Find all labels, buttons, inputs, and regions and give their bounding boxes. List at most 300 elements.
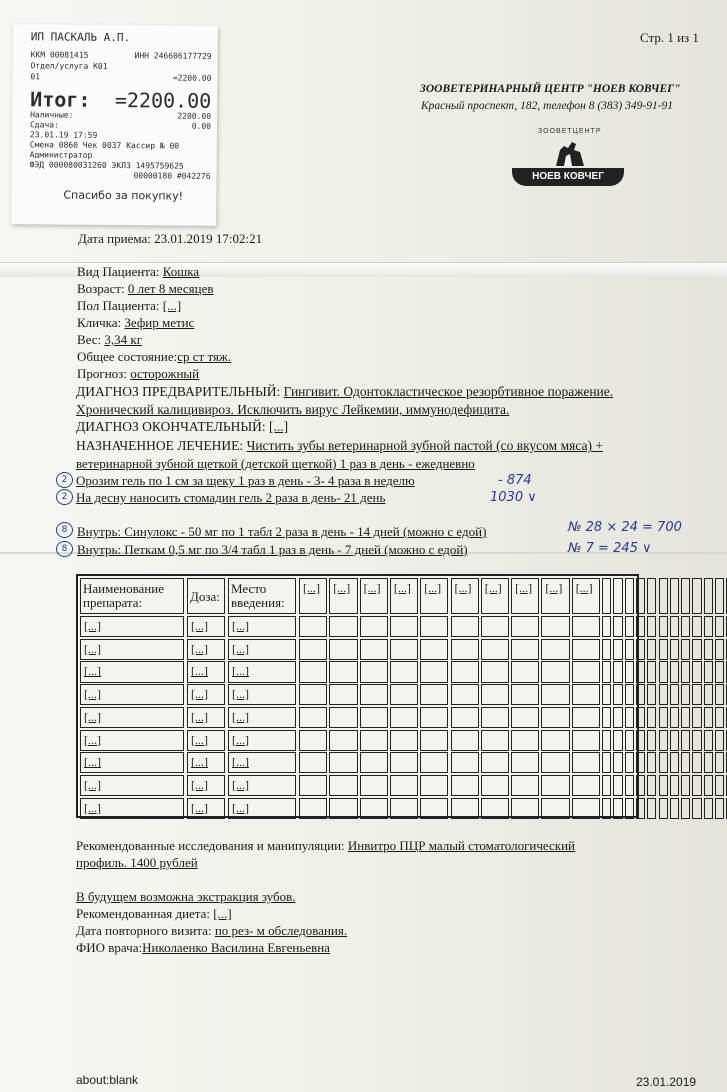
row-date-cell bbox=[329, 661, 357, 682]
row-name-cell bbox=[80, 684, 184, 705]
receipt-store: ИП ПАСКАЛЬ А.П. bbox=[30, 30, 131, 45]
row-narrow-cell bbox=[602, 684, 611, 705]
row-date-cell bbox=[420, 661, 448, 682]
patient-name-value: Зефир метис bbox=[124, 315, 195, 330]
row-dose-cell bbox=[187, 730, 225, 751]
row-date-cell bbox=[420, 798, 448, 819]
row-date-cell bbox=[511, 730, 539, 751]
header-name: Наименование препарата: bbox=[83, 581, 164, 610]
row-date-cell bbox=[451, 707, 479, 728]
row-name-cell bbox=[80, 752, 184, 773]
row-narrow-cell bbox=[613, 730, 622, 751]
row-narrow-cell bbox=[692, 730, 701, 751]
row-name-placeholder: [...] bbox=[84, 664, 101, 679]
row-narrow-cell bbox=[613, 752, 622, 773]
row-narrow-cell bbox=[692, 775, 701, 796]
header-narrow-cell bbox=[692, 578, 701, 614]
row-narrow-cell bbox=[681, 752, 690, 773]
row-name-placeholder: [...] bbox=[84, 755, 101, 770]
header-date-placeholder: [...] bbox=[454, 581, 472, 595]
row-date-cell bbox=[420, 775, 448, 796]
row-route-cell bbox=[228, 661, 296, 682]
header-date-placeholder: [...] bbox=[424, 581, 442, 595]
row-narrow-cell bbox=[704, 661, 713, 682]
row-narrow-cell bbox=[704, 616, 713, 637]
row-narrow-cell bbox=[636, 616, 645, 637]
row-date-cell bbox=[572, 752, 600, 773]
row-date-cell bbox=[511, 661, 539, 682]
row-narrow-cell bbox=[681, 661, 690, 682]
row-dose-placeholder: [...] bbox=[191, 800, 208, 815]
row-narrow-cell bbox=[602, 752, 611, 773]
row-name-placeholder: [...] bbox=[84, 800, 101, 815]
handwritten-circle-mark: 2 bbox=[56, 489, 73, 505]
doctor-label: ФИО врача: bbox=[76, 940, 143, 955]
patient-weight-row bbox=[77, 332, 142, 348]
recommendations-value-1: Инвитро ПЦР малый стоматологический bbox=[347, 838, 575, 853]
row-name-cell bbox=[80, 798, 184, 819]
handwritten-circle-mark: 2 bbox=[56, 472, 73, 488]
row-dose-cell bbox=[187, 775, 225, 796]
row-date-cell bbox=[390, 684, 418, 705]
row-narrow-cell bbox=[613, 639, 622, 660]
receipt-total-value: =2200.00 bbox=[114, 88, 212, 113]
row-dose-cell bbox=[187, 707, 225, 728]
row-narrow-cell bbox=[704, 684, 713, 705]
treatment-line-6: Внутрь: Петкам 0,5 мг по 3/4 табл 1 раз в день - 7 дней (можно с едой) bbox=[77, 542, 468, 557]
patient-name-row bbox=[77, 315, 194, 331]
row-narrow-cell bbox=[659, 707, 668, 728]
header-date-cell bbox=[511, 578, 539, 614]
row-date-cell bbox=[481, 639, 509, 660]
receipt-thanks: Спасибо за покупку! bbox=[63, 188, 184, 203]
header-date-placeholder: [...] bbox=[515, 581, 533, 595]
clinic-logo bbox=[512, 128, 624, 190]
row-narrow-cell bbox=[647, 639, 656, 660]
row-narrow-cell bbox=[659, 730, 668, 751]
row-date-cell bbox=[541, 752, 569, 773]
row-narrow-cell bbox=[602, 798, 611, 819]
row-date-cell bbox=[541, 639, 569, 660]
row-narrow-cell bbox=[715, 661, 724, 682]
patient-prognosis-label: Прогноз: bbox=[77, 366, 127, 381]
row-date-cell bbox=[541, 684, 569, 705]
handwritten-price-4: № 7 = 245 ∨ bbox=[568, 541, 652, 556]
row-narrow-cell bbox=[602, 639, 611, 660]
row-date-cell bbox=[541, 707, 569, 728]
row-dose-placeholder: [...] bbox=[191, 777, 208, 792]
treatment-line-1: Чистить зубы ветеринарной зубной пастой (со вкусом мяса) + bbox=[246, 438, 603, 453]
header-route: Место введения: bbox=[231, 581, 285, 610]
row-route-placeholder: [...] bbox=[232, 687, 249, 702]
patient-weight-value: 3,34 кг bbox=[104, 332, 143, 347]
header-narrow-cell bbox=[704, 578, 713, 614]
row-date-cell bbox=[481, 775, 509, 796]
row-date-cell bbox=[481, 752, 509, 773]
row-narrow-cell bbox=[670, 639, 679, 660]
header-date-placeholder: [...] bbox=[575, 581, 593, 595]
row-date-cell bbox=[451, 639, 479, 660]
row-name-placeholder: [...] bbox=[84, 732, 101, 747]
row-narrow-cell bbox=[625, 684, 634, 705]
row-date-cell bbox=[299, 707, 327, 728]
row-date-cell bbox=[420, 752, 448, 773]
doctor-row bbox=[76, 940, 330, 956]
row-date-cell bbox=[541, 730, 569, 751]
row-narrow-cell bbox=[670, 752, 679, 773]
row-date-cell bbox=[511, 775, 539, 796]
receipt-change-label: Сдача: bbox=[29, 120, 59, 130]
row-narrow-cell bbox=[602, 707, 611, 728]
recommendations-label: Рекомендованные исследования и манипуляции: bbox=[76, 838, 345, 853]
diagnosis-final-label: ДИАГНОЗ ОКОНЧАТЕЛЬНЫЙ: bbox=[76, 419, 266, 434]
header-date-cell bbox=[451, 578, 479, 614]
logo-banner: НОЕВ КОВЧЕГ bbox=[512, 168, 624, 186]
row-narrow-cell bbox=[602, 730, 611, 751]
patient-age-label: Возраст: bbox=[77, 281, 125, 296]
row-name-placeholder: [...] bbox=[84, 687, 101, 702]
row-narrow-cell bbox=[613, 684, 622, 705]
row-date-cell bbox=[390, 616, 418, 637]
row-narrow-cell bbox=[636, 752, 645, 773]
row-date-cell bbox=[572, 707, 600, 728]
row-date-cell bbox=[481, 684, 509, 705]
row-date-cell bbox=[329, 730, 357, 751]
row-date-cell bbox=[360, 775, 388, 796]
receipt-kpk: 00000180 #042276 bbox=[133, 171, 211, 181]
row-narrow-cell bbox=[636, 730, 645, 751]
row-date-cell bbox=[511, 707, 539, 728]
diagnosis-prelim-value-1: Гингивит. Одонтокластическое резорбтивное поражение. bbox=[283, 384, 614, 399]
row-route-cell bbox=[228, 775, 296, 796]
header-narrow-cell bbox=[647, 578, 656, 614]
receipt-item-code: 01 bbox=[30, 72, 41, 82]
patient-condition-row bbox=[77, 349, 231, 365]
row-narrow-cell bbox=[670, 730, 679, 751]
row-narrow-cell bbox=[670, 616, 679, 637]
visit-date-value: 23.01.2019 17:02:21 bbox=[154, 231, 263, 246]
page-number: Стр. 1 из 1 bbox=[640, 30, 699, 45]
treatment-line-4: На десну наносить стомадин гель 2 раза в день- 21 день bbox=[76, 490, 386, 505]
header-date-cell bbox=[541, 578, 569, 614]
row-narrow-cell bbox=[692, 798, 701, 819]
row-narrow-cell bbox=[659, 639, 668, 660]
row-narrow-cell bbox=[613, 616, 622, 637]
row-narrow-cell bbox=[670, 775, 679, 796]
row-date-cell bbox=[572, 684, 600, 705]
row-date-cell bbox=[299, 639, 327, 660]
row-date-cell bbox=[572, 639, 600, 660]
row-date-cell bbox=[451, 775, 479, 796]
row-narrow-cell bbox=[625, 707, 634, 728]
row-narrow-cell bbox=[704, 639, 713, 660]
row-narrow-cell bbox=[670, 707, 679, 728]
header-date-placeholder: [...] bbox=[363, 581, 381, 595]
row-narrow-cell bbox=[647, 616, 656, 637]
row-narrow-cell bbox=[625, 775, 634, 796]
row-narrow-cell bbox=[692, 707, 701, 728]
row-name-cell bbox=[80, 775, 184, 796]
row-narrow-cell bbox=[715, 775, 724, 796]
header-date-cell bbox=[481, 578, 509, 614]
row-date-cell bbox=[481, 730, 509, 751]
row-narrow-cell bbox=[670, 798, 679, 819]
handwritten-price-1: - 874 bbox=[498, 473, 532, 488]
row-narrow-cell bbox=[602, 661, 611, 682]
row-date-cell bbox=[420, 684, 448, 705]
row-date-cell bbox=[420, 707, 448, 728]
receipt-cash-label: Наличные: bbox=[30, 110, 74, 120]
patient-condition-value: ср ст тяж. bbox=[177, 349, 232, 364]
header-narrow-cell bbox=[659, 578, 668, 614]
header-narrow-cell bbox=[670, 578, 679, 614]
header-date-cell bbox=[360, 578, 388, 614]
row-date-cell bbox=[360, 730, 388, 751]
row-date-cell bbox=[541, 661, 569, 682]
header-date-placeholder: [...] bbox=[484, 581, 502, 595]
header-date-placeholder: [...] bbox=[393, 581, 411, 595]
patient-type-row bbox=[77, 264, 199, 280]
row-route-placeholder: [...] bbox=[232, 755, 249, 770]
treatment-line-2: ветеринарной зубной щеткой (детской щеткой) 1 раз в день - ежедневно bbox=[76, 456, 475, 471]
recommendations-row bbox=[76, 838, 575, 854]
row-date-cell bbox=[390, 661, 418, 682]
row-date-cell bbox=[329, 775, 357, 796]
row-narrow-cell bbox=[647, 707, 656, 728]
patient-type-label: Вид Пациента: bbox=[77, 264, 160, 279]
patient-age-row bbox=[77, 281, 214, 297]
row-date-cell bbox=[511, 639, 539, 660]
header-narrow-cell bbox=[625, 578, 634, 614]
visit-date-row bbox=[78, 231, 262, 247]
row-date-cell bbox=[420, 730, 448, 751]
patient-sex-value: [...] bbox=[162, 298, 182, 313]
row-narrow-cell bbox=[636, 639, 645, 660]
row-route-cell bbox=[228, 707, 296, 728]
row-name-cell bbox=[80, 661, 184, 682]
header-dose-cell bbox=[187, 578, 225, 614]
row-date-cell bbox=[299, 775, 327, 796]
patient-prognosis-row bbox=[77, 366, 199, 382]
row-dose-cell bbox=[187, 639, 225, 660]
handwritten-circle-mark: 8 bbox=[56, 522, 73, 538]
row-route-placeholder: [...] bbox=[232, 641, 249, 656]
header-date-cell bbox=[329, 578, 357, 614]
header-narrow-cell bbox=[602, 578, 611, 614]
row-date-cell bbox=[390, 752, 418, 773]
diet-value: [...] bbox=[213, 906, 232, 921]
row-narrow-cell bbox=[659, 798, 668, 819]
receipt-shift: Смена 0860 Чек 0037 Кассир № 00 bbox=[29, 140, 180, 151]
header-date-placeholder: [...] bbox=[303, 581, 320, 595]
row-narrow-cell bbox=[659, 616, 668, 637]
receipt-department: Отдел/услуга К01 bbox=[30, 61, 108, 71]
row-name-placeholder: [...] bbox=[84, 641, 101, 656]
row-dose-placeholder: [...] bbox=[191, 732, 208, 747]
row-dose-placeholder: [...] bbox=[191, 687, 208, 702]
row-narrow-cell bbox=[647, 752, 656, 773]
row-narrow-cell bbox=[715, 798, 724, 819]
row-date-cell bbox=[390, 730, 418, 751]
row-date-cell bbox=[451, 684, 479, 705]
receipt-role: Администратор bbox=[29, 150, 93, 160]
row-date-cell bbox=[390, 798, 418, 819]
row-narrow-cell bbox=[625, 639, 634, 660]
diet-row bbox=[76, 906, 232, 922]
row-date-cell bbox=[360, 661, 388, 682]
row-narrow-cell bbox=[613, 798, 622, 819]
diagnosis-prelim-value-2: Хронический калицивироз. Исключить вирус Лейкемии, иммунодефицита. bbox=[76, 402, 510, 417]
row-date-cell bbox=[451, 661, 479, 682]
row-date-cell bbox=[511, 798, 539, 819]
diagnosis-final-value: [...] bbox=[269, 419, 289, 434]
row-name-cell bbox=[80, 616, 184, 637]
row-narrow-cell bbox=[681, 684, 690, 705]
row-dose-placeholder: [...] bbox=[191, 709, 208, 724]
row-date-cell bbox=[511, 684, 539, 705]
receipt-item-sum: =2200.00 bbox=[172, 73, 212, 83]
row-date-cell bbox=[329, 752, 357, 773]
patient-condition-label: Общее состояние: bbox=[77, 349, 178, 364]
row-narrow-cell bbox=[625, 616, 634, 637]
row-narrow-cell bbox=[636, 684, 645, 705]
visit-date-label: Дата приема: bbox=[78, 231, 151, 246]
header-date-cell bbox=[390, 578, 418, 614]
row-date-cell bbox=[329, 707, 357, 728]
revisit-value: по рез- м обследования. bbox=[214, 923, 348, 938]
row-name-cell bbox=[80, 707, 184, 728]
row-narrow-cell bbox=[715, 730, 724, 751]
header-narrow-cell bbox=[681, 578, 690, 614]
row-narrow-cell bbox=[704, 730, 713, 751]
row-narrow-cell bbox=[613, 707, 622, 728]
row-narrow-cell bbox=[647, 775, 656, 796]
row-dose-cell bbox=[187, 798, 225, 819]
row-narrow-cell bbox=[647, 661, 656, 682]
row-narrow-cell bbox=[692, 616, 701, 637]
patient-type-value: Кошка bbox=[162, 264, 200, 279]
row-route-cell bbox=[228, 639, 296, 660]
row-narrow-cell bbox=[692, 639, 701, 660]
row-route-cell bbox=[228, 798, 296, 819]
row-date-cell bbox=[541, 616, 569, 637]
row-narrow-cell bbox=[681, 616, 690, 637]
row-narrow-cell bbox=[704, 775, 713, 796]
row-narrow-cell bbox=[636, 775, 645, 796]
row-date-cell bbox=[572, 616, 600, 637]
row-narrow-cell bbox=[692, 684, 701, 705]
patient-sex-label: Пол Пациента: bbox=[77, 298, 160, 313]
row-narrow-cell bbox=[636, 661, 645, 682]
row-date-cell bbox=[481, 798, 509, 819]
row-date-cell bbox=[451, 752, 479, 773]
row-date-cell bbox=[299, 684, 327, 705]
row-narrow-cell bbox=[715, 616, 724, 637]
row-date-cell bbox=[390, 775, 418, 796]
row-narrow-cell bbox=[636, 798, 645, 819]
row-narrow-cell bbox=[659, 661, 668, 682]
row-date-cell bbox=[451, 798, 479, 819]
clinic-address: Красный проспект, 182, телефон 8 (383) 349-91-91 bbox=[421, 100, 674, 112]
row-narrow-cell bbox=[670, 684, 679, 705]
row-name-placeholder: [...] bbox=[84, 709, 101, 724]
row-dose-cell bbox=[187, 752, 225, 773]
row-narrow-cell bbox=[704, 798, 713, 819]
doctor-value: Николаенко Василина Евгеньевна bbox=[142, 940, 330, 955]
row-date-cell bbox=[451, 730, 479, 751]
row-route-placeholder: [...] bbox=[232, 664, 249, 679]
row-route-cell bbox=[228, 730, 296, 751]
row-date-cell bbox=[329, 684, 357, 705]
row-narrow-cell bbox=[659, 752, 668, 773]
row-narrow-cell bbox=[625, 661, 634, 682]
row-narrow-cell bbox=[715, 707, 724, 728]
diet-label: Рекомендованная диета: bbox=[76, 906, 211, 921]
row-date-cell bbox=[360, 707, 388, 728]
medication-table bbox=[76, 574, 639, 818]
row-date-cell bbox=[329, 616, 357, 637]
row-date-cell bbox=[541, 775, 569, 796]
row-narrow-cell bbox=[625, 730, 634, 751]
receipt-kkm: ККМ 00081415 bbox=[30, 50, 89, 60]
revisit-label: Дата повторного визита: bbox=[76, 923, 212, 938]
row-date-cell bbox=[329, 798, 357, 819]
row-narrow-cell bbox=[625, 752, 634, 773]
treatment-line-5: Внутрь: Синулокс - 50 мг по 1 табл 2 раза в день - 14 дней (можно с едой) bbox=[77, 524, 487, 539]
row-date-cell bbox=[451, 616, 479, 637]
row-narrow-cell bbox=[613, 775, 622, 796]
row-route-placeholder: [...] bbox=[232, 777, 249, 792]
row-name-cell bbox=[80, 639, 184, 660]
row-name-cell bbox=[80, 730, 184, 751]
receipt-change-value: 0.00 bbox=[191, 121, 212, 131]
row-name-placeholder: [...] bbox=[84, 777, 101, 792]
row-narrow-cell bbox=[715, 639, 724, 660]
row-narrow-cell bbox=[681, 775, 690, 796]
header-dose: Доза: bbox=[190, 589, 220, 604]
receipt-inn: ИНН 246606177729 bbox=[134, 51, 212, 61]
handwritten-price-2: 1030 ∨ bbox=[490, 490, 537, 505]
footer-url: about:blank bbox=[76, 1073, 139, 1087]
row-date-cell bbox=[481, 661, 509, 682]
diagnosis-prelim-row bbox=[76, 384, 613, 400]
header-narrow-cell bbox=[715, 578, 724, 614]
row-dose-cell bbox=[187, 616, 225, 637]
treatment-row bbox=[76, 438, 603, 454]
row-route-placeholder: [...] bbox=[232, 800, 249, 815]
diagnosis-prelim-label: ДИАГНОЗ ПРЕДВАРИТЕЛЬНЫЙ: bbox=[76, 384, 281, 399]
handwritten-price-3: № 28 × 24 = 700 bbox=[568, 520, 682, 535]
receipt-total-label: Итог: bbox=[30, 87, 91, 112]
row-date-cell bbox=[299, 730, 327, 751]
row-narrow-cell bbox=[681, 730, 690, 751]
row-date-cell bbox=[299, 752, 327, 773]
row-dose-cell bbox=[187, 684, 225, 705]
treatment-label: НАЗНАЧЕННОЕ ЛЕЧЕНИЕ: bbox=[76, 438, 244, 453]
header-date-placeholder: [...] bbox=[333, 581, 351, 595]
row-route-cell bbox=[228, 684, 296, 705]
row-date-cell bbox=[390, 639, 418, 660]
row-route-cell bbox=[228, 752, 296, 773]
future-note: В будущем возможна экстракция зубов. bbox=[76, 889, 296, 904]
header-narrow-cell bbox=[613, 578, 622, 614]
diagnosis-final-row bbox=[76, 419, 288, 435]
logo-arc-text: ЗООВЕТЦЕНТР bbox=[538, 128, 602, 135]
row-route-placeholder: [...] bbox=[232, 732, 249, 747]
row-narrow-cell bbox=[659, 684, 668, 705]
row-narrow-cell bbox=[613, 661, 622, 682]
row-narrow-cell bbox=[715, 684, 724, 705]
